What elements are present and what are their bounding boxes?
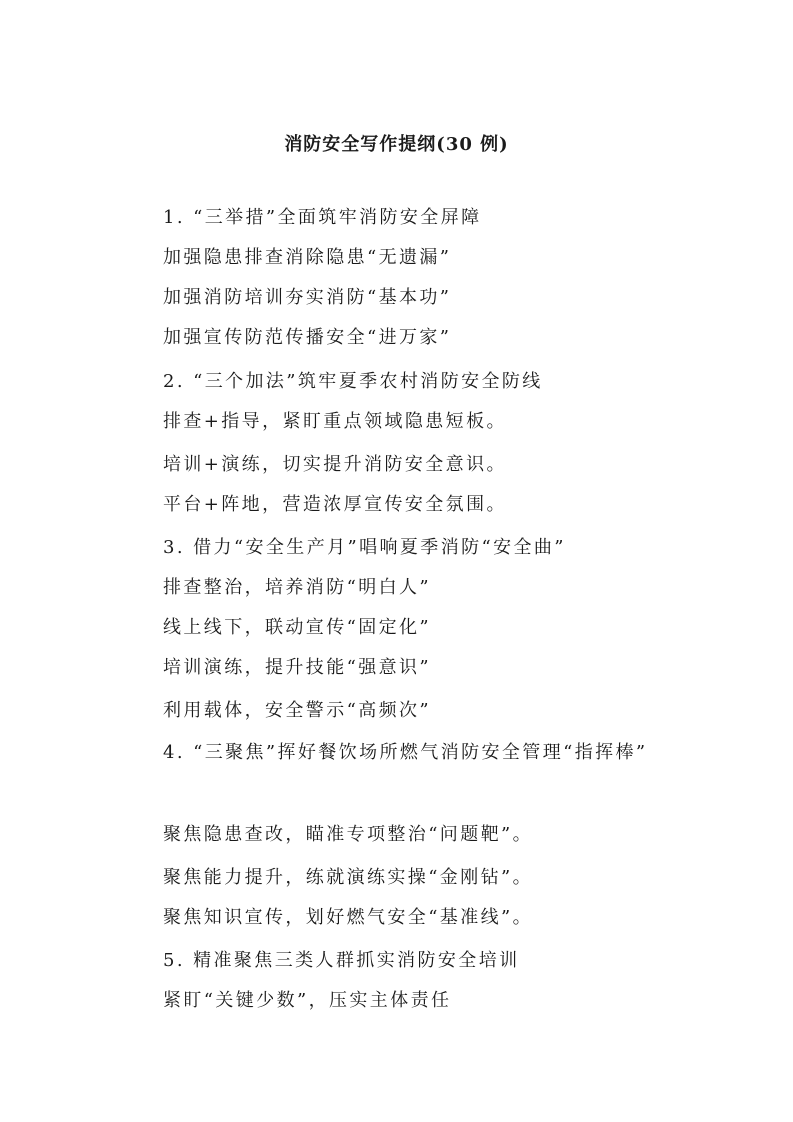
outline-item: 平台+阵地，营造浓厚宣传安全氛围。 [163,494,507,515]
outline-item: 排查整治，培养消防“明白人” [163,577,432,598]
section-heading-2: 2. “三个加法”筑牢夏季农村消防安全防线 [163,371,543,392]
section-heading-5: 5. 精准聚焦三类人群抓实消防安全培训 [163,950,520,971]
outline-item: 培训+演练，切实提升消防安全意识。 [163,454,507,475]
section-heading-3: 3. 借力“安全生产月”唱响夏季消防“安全曲” [163,537,566,558]
outline-item: 紧盯“关键少数”，压实主体责任 [163,990,452,1011]
outline-item: 聚焦隐患查改，瞄准专项整治“问题靶”。 [163,824,534,845]
outline-item: 聚焦知识宣传，划好燃气安全“基准线”。 [163,907,534,928]
page-title: 消防安全写作提纲(30 例) [284,134,509,155]
outline-item: 加强宣传防范传播安全“进万家” [163,327,452,348]
outline-item: 线上线下，联动宣传“固定化” [163,617,432,638]
section-heading-4: 4. “三聚焦”挥好餐饮场所燃气消防安全管理“指挥棒” [163,742,648,763]
outline-item: 加强消防培训夯实消防“基本功” [163,287,452,308]
outline-item: 聚焦能力提升，练就演练实操“金刚钻”。 [163,867,534,888]
outline-item: 培训演练，提升技能“强意识” [163,657,432,678]
outline-item: 排查+指导，紧盯重点领域隐患短板。 [163,411,507,432]
outline-item: 加强隐患排查消除隐患“无遗漏” [163,247,452,268]
outline-item: 利用载体，安全警示“高频次” [163,700,432,721]
section-heading-1: 1. “三举措”全面筑牢消防安全屏障 [163,207,482,228]
